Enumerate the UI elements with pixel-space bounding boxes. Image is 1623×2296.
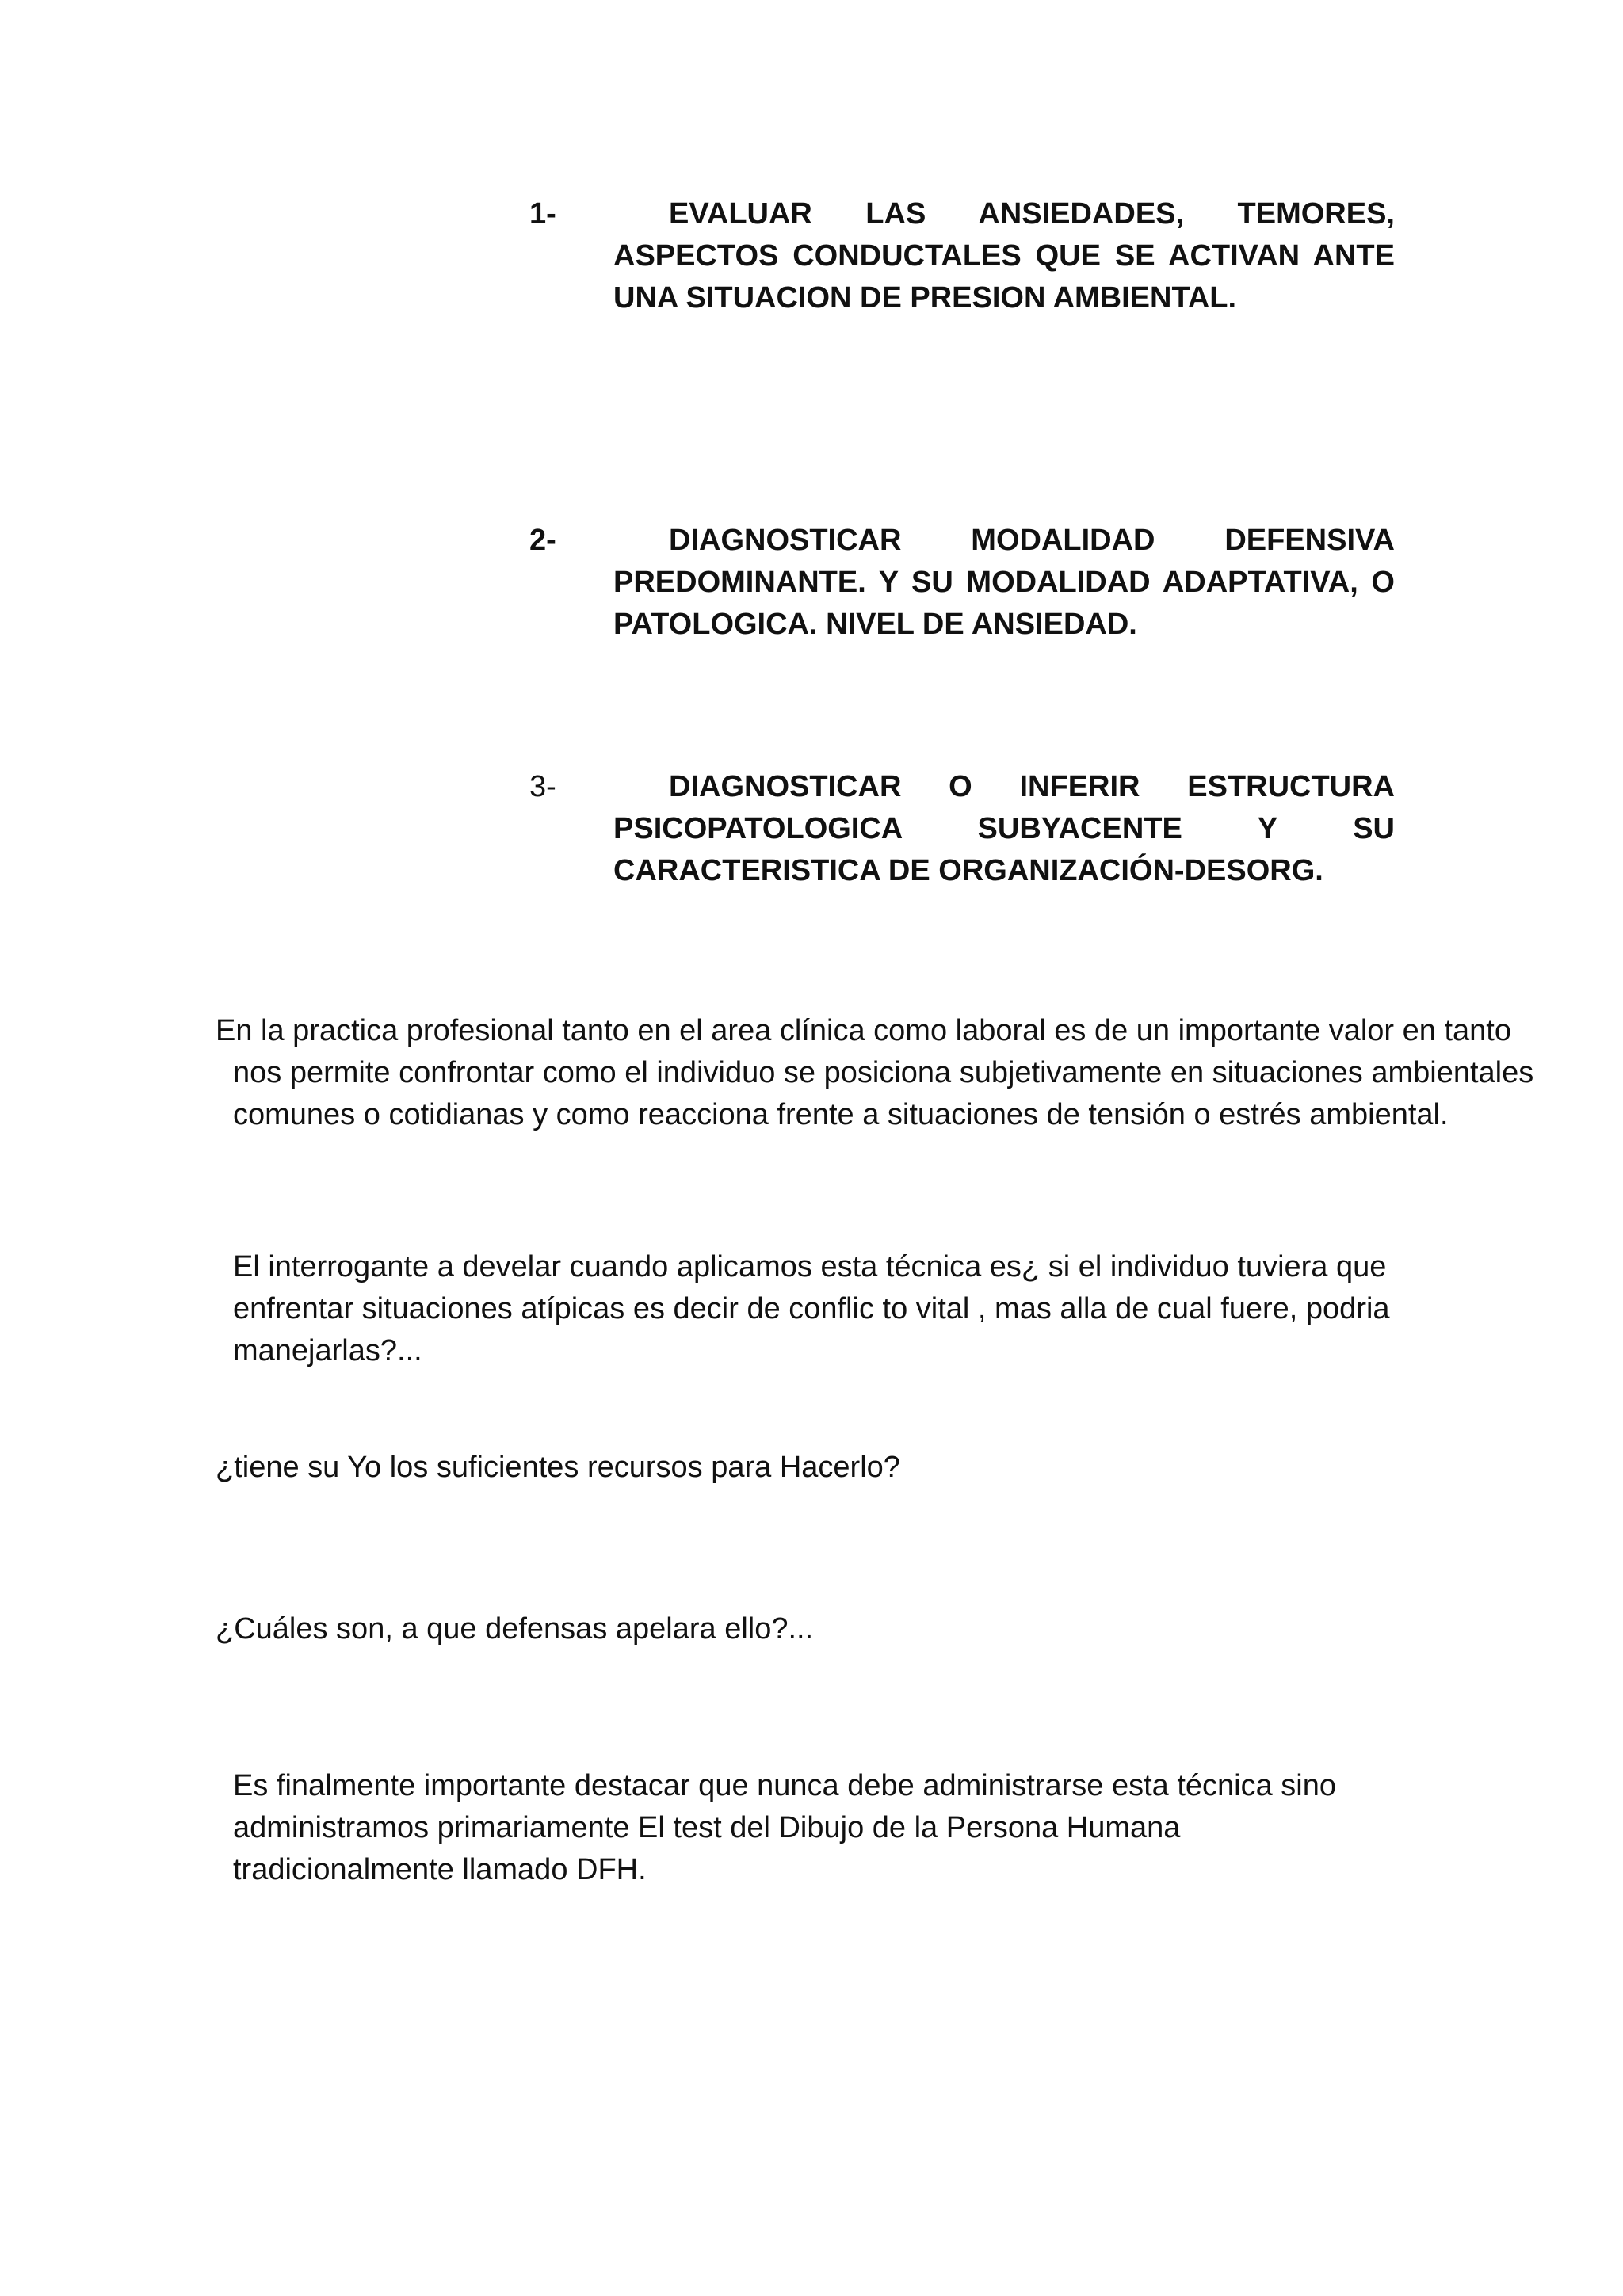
paragraph-final: Es finalmente importante destacar que nunca debe administrarse esta técnica sino administramos primariamente El test del Dibujo de la Persona Humana tradicionalmente llamado DFH. — [233, 1769, 1337, 1886]
paragraph-line: En la practica profesional tanto en el area clínica como laboral es de un importante valor en tanto — [216, 1014, 1511, 1047]
list-item-3 — [529, 766, 1395, 892]
list-item-number: 2- — [529, 524, 556, 557]
list-item-text: EVALUAR LAS ANSIEDADES, TEMORES, ASPECTOS CONDUCTALES QUE SE ACTIVAN ANTE UNA SITUACION DE PRESION AMBIENTAL. — [613, 197, 1395, 315]
list-item-text: DIAGNOSTICAR MODALIDAD DEFENSIVA PREDOMINANTE. Y SU MODALIDAD ADAPTATIVA, O PATOLOGICA. NIVEL DE ANSIEDAD. — [613, 524, 1395, 641]
paragraph-line: nos permite confrontar como el individuo se posiciona subjetivamente en situaciones ambientales — [233, 1056, 1534, 1089]
list-item-number: 1- — [529, 197, 556, 231]
paragraph-question-yo: ¿tiene su Yo los suficientes recursos para Hacerlo? — [216, 1451, 900, 1484]
paragraph-line: comunes o cotidianas y como reacciona frente a situaciones de tensión o estrés ambiental. — [233, 1098, 1449, 1131]
list-item-number: 3- — [529, 770, 556, 803]
list-item-text: DIAGNOSTICAR O INFERIR ESTRUCTURA PSICOPATOLOGICA SUBYACENTE Y SU CARACTERISTICA DE ORGANIZACIÓN-DESORG. — [613, 770, 1395, 887]
paragraph-question-defensas: ¿Cuáles son, a que defensas apelara ello?... — [216, 1612, 814, 1646]
paragraph-practice — [216, 1010, 1534, 1136]
paragraph-interrogante: El interrogante a develar cuando aplicamos esta técnica es¿ si el individuo tuviera que enfrentar situaciones atípicas es decir de conflic to vital , mas alla de cual fuere, podria manejarlas?... — [233, 1250, 1390, 1367]
list-item-2 — [529, 520, 1395, 646]
list-item-1 — [529, 193, 1395, 319]
